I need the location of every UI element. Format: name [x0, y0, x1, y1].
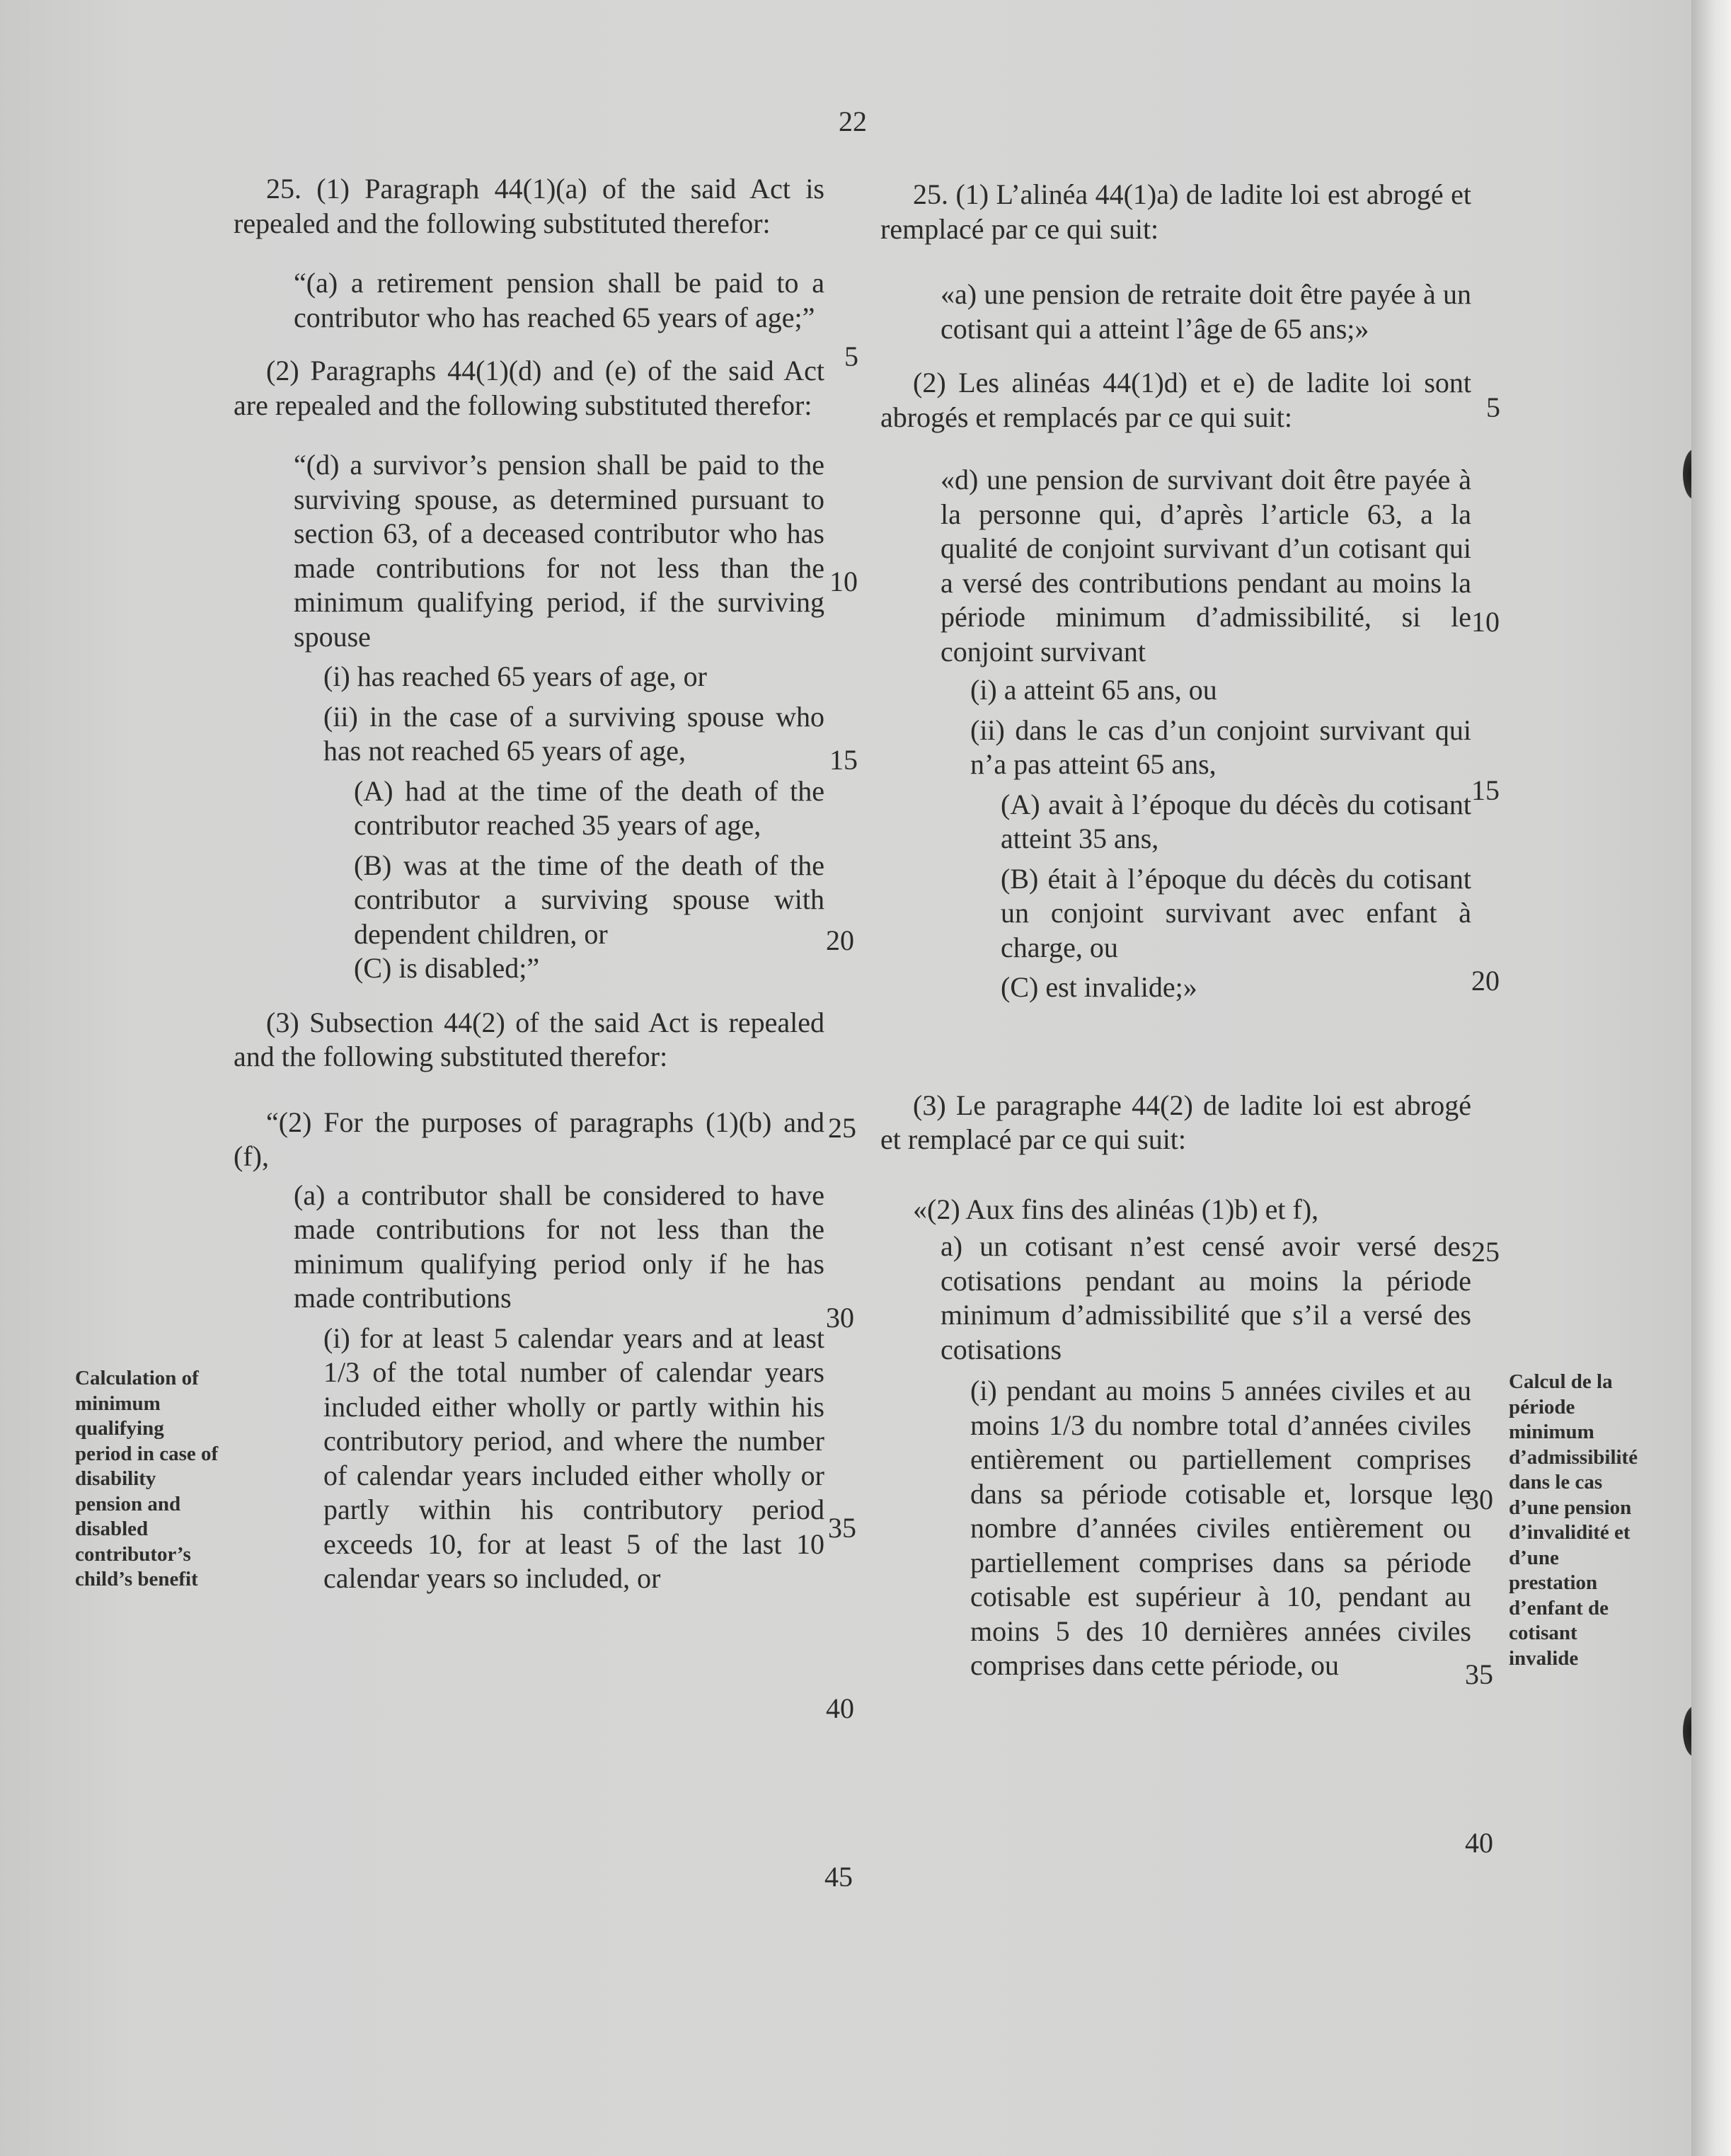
- fr-subsection-2: «(2) Aux fins des alinéas (1)b) et f),: [913, 1193, 1319, 1225]
- fr-line-number: 30: [1465, 1484, 1493, 1515]
- page-edge: [1691, 0, 1731, 2156]
- fr-clause-B: (B) était à l’époque du décès du cotisant un conjoint survivant avec enfant à charge, ou: [1001, 862, 1471, 963]
- en-section-25-1: 25. (1) Paragraph 44(1)(a) of the said Act is repealed and the following substituted therefor:: [234, 173, 824, 239]
- marginal-note-french: Calcul de la période minimum d’admissibilité dans le cas d’une pension d’invalidité et d’une prestation d’enfant de cotisant invalide: [1509, 1370, 1638, 1670]
- en-line-number: 35: [828, 1512, 856, 1544]
- en-para-a: “(a) a retirement pension shall be paid to a contributor who has reached 65 years of age;”: [294, 267, 824, 333]
- fr-line-number: 20: [1471, 965, 1500, 997]
- en-section-25-2: (2) Paragraphs 44(1)(d) and (e) of the said Act are repealed and the following substituted therefor:: [234, 355, 824, 421]
- fr-para-a: «a) une pension de retraite doit être payée à un cotisant qui a atteint l’âge de 65 ans;»: [941, 278, 1471, 345]
- en-subsection-2: “(2) For the purposes of paragraphs (1)(b) and (f),: [234, 1106, 824, 1172]
- fr-line-number: 10: [1471, 606, 1500, 638]
- en-subpara-2a-i: (i) for at least 5 calendar years and at least 1/3 of the total number of calendar years included either wholly or partly within his contributory period, and where the number of calendar years included either wholly or partly within his contributory period exceeds 10, for at least 5 of the last 10 calendar years so included, or: [323, 1321, 824, 1594]
- en-subpara-ii: (ii) in the case of a surviving spouse who has not reached 65 years of age,: [323, 700, 824, 767]
- fr-line-number: 15: [1471, 774, 1500, 806]
- french-column: [880, 178, 1471, 1683]
- fr-line-number: 25: [1471, 1236, 1500, 1268]
- fr-line-number: 35: [1465, 1658, 1493, 1690]
- fr-para-d: «d) une pension de survivant doit être payée à la personne qui, d’après l’article 63, a la qualité de conjoint survivant d’un cotisant qui a versé des contributions pendant au moins la période minimum d’admissibilité, si le conjoint survivant: [941, 464, 1471, 667]
- en-line-number: 45: [824, 1861, 853, 1893]
- en-line-number: 30: [826, 1302, 854, 1334]
- fr-section-25-1: 25. (1) L’alinéa 44(1)a) de ladite loi est abrogé et remplacé par ce qui suit:: [880, 178, 1471, 245]
- en-line-number: 10: [829, 566, 858, 597]
- fr-section-25-3: (3) Le paragraphe 44(2) de ladite loi est abrogé et remplacé par ce qui suit:: [880, 1089, 1471, 1155]
- fr-section-25-2: (2) Les alinéas 44(1)d) et e) de ladite loi sont abrogés et remplacés par ce qui suit:: [880, 367, 1471, 433]
- en-para-2a: (a) a contributor shall be considered to have made contributions for not less than the minimum qualifying period only if he has made contributions: [294, 1179, 824, 1314]
- en-para-d: “(d) a survivor’s pension shall be paid to the surviving spouse, as determined pursuant to section 63, of a deceased contributor who has made contributions for not less than the minimum qualifying period, if the surviving spouse: [294, 449, 824, 653]
- english-column: [234, 172, 824, 1596]
- en-line-number: 15: [829, 744, 858, 776]
- marginal-note-english: Calculation of minimum qualifying period in case of disability pension and disabled contributor’s child’s benefit: [75, 1367, 219, 1590]
- en-clause-C: (C) is disabled;”: [354, 952, 540, 984]
- en-line-number: 5: [844, 340, 858, 372]
- en-line-number: 20: [826, 924, 854, 956]
- en-clause-A: (A) had at the time of the death of the contributor reached 35 years of age,: [354, 774, 824, 841]
- fr-clause-A: (A) avait à l’époque du décès du cotisant atteint 35 ans,: [1001, 788, 1471, 854]
- fr-clause-C: (C) est invalide;»: [1001, 971, 1197, 1003]
- en-subpara-i: (i) has reached 65 years of age, or: [323, 660, 707, 692]
- fr-para-2a: a) un cotisant n’est censé avoir versé des cotisations pendant au moins la période minimum d’admissibilité que s’il a versé des cotisations: [941, 1230, 1471, 1365]
- en-section-25-3: (3) Subsection 44(2) of the said Act is repealed and the following substituted therefor:: [234, 1006, 824, 1072]
- page-number: 22: [839, 105, 867, 137]
- en-clause-B: (B) was at the time of the death of the contributor a surviving spouse with dependent children, or: [354, 849, 824, 950]
- fr-line-number: 5: [1486, 391, 1500, 423]
- en-line-number: 25: [828, 1112, 856, 1144]
- fr-subpara-ii: (ii) dans le cas d’un conjoint survivant qui n’a pas atteint 65 ans,: [970, 713, 1471, 780]
- fr-subpara-2a-i: (i) pendant au moins 5 années civiles et au moins 1/3 du nombre total d’années civiles entièrement ou partiellement comprises dans sa période cotisable et, lorsque le nombre d’années civiles entièrement ou partiellement comprises dans sa période cotisable est supérieur à 10, pendant au moins 5 des 10 dernières années civiles comprises dans cette période, ou: [970, 1375, 1471, 1681]
- fr-line-number: 40: [1465, 1827, 1493, 1859]
- en-line-number: 40: [826, 1692, 854, 1724]
- fr-subpara-i: (i) a atteint 65 ans, ou: [970, 674, 1217, 706]
